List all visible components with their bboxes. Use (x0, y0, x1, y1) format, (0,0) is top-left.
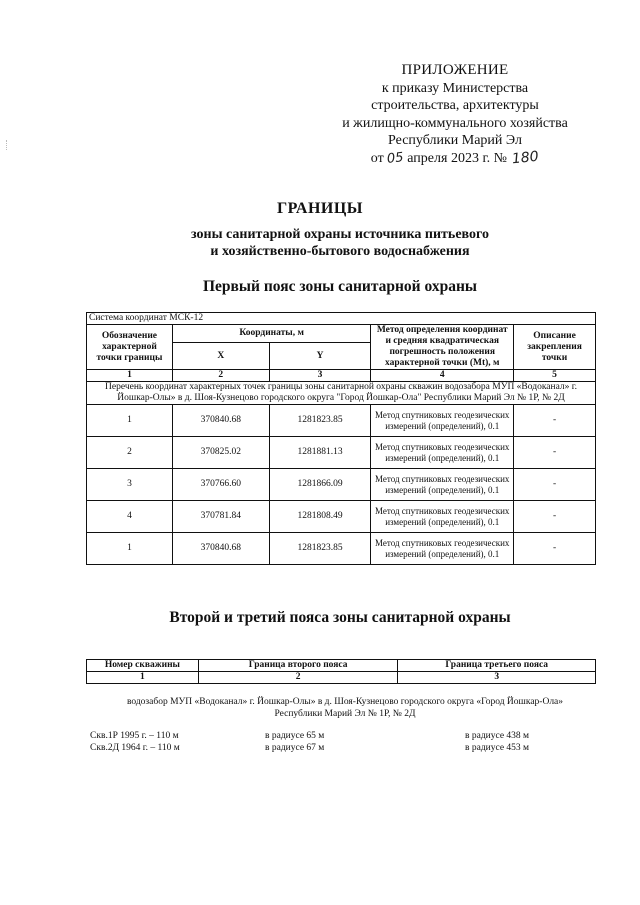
cell-y: 1281808.49 (269, 501, 371, 533)
appendix-title: ПРИЛОЖЕНИЕ (401, 62, 509, 78)
header-third-belt: Граница третьего пояса (398, 660, 596, 672)
table-row (87, 405, 596, 437)
cell-x: 370766.60 (172, 469, 269, 501)
belt2-heading: Второй и третий пояса зоны санитарной охраны (169, 609, 511, 626)
header-point: Обозначение характерной точки границы (87, 325, 173, 370)
cell-x: 370825.02 (172, 437, 269, 469)
table-row (87, 501, 596, 533)
cell-x: 370781.84 (172, 501, 269, 533)
col-number: 1 (87, 672, 199, 684)
table-row (87, 437, 596, 469)
cell-desc: - (514, 533, 596, 565)
cell-desc: - (514, 501, 596, 533)
list-caption: Перечень координат характерных точек границы зоны санитарной охраны скважин водозабора МУП «Водоканал» г. Йошкар-Олы» в д. Шоя-Кузнецово городского округа "Город Йошкар-Ола" Республики Марий Эл № 1Р, № 2Д (87, 382, 596, 405)
cell-point: 1 (87, 405, 173, 437)
cell-y: 1281881.13 (269, 437, 371, 469)
document-subtitle (0, 226, 640, 260)
cell-y: 1281866.09 (269, 469, 371, 501)
cell-desc: - (514, 405, 596, 437)
zones-table (86, 659, 596, 684)
cell-point: 4 (87, 501, 173, 533)
cell-y: 1281823.85 (269, 533, 371, 565)
cell-method: Метод спутниковых геодезических измерений (определений), 0.1 (371, 437, 514, 469)
third-belt-radius: в радиусе 453 м (465, 743, 530, 753)
list-item (90, 730, 610, 742)
appendix-line: строительства, архитектуры (371, 98, 539, 113)
header-desc: Описание закрепления точки (514, 325, 596, 370)
cell-method: Метод спутниковых геодезических измерений (определений), 0.1 (371, 405, 514, 437)
header-coords: Координаты, м (172, 325, 371, 343)
cell-method: Метод спутниковых геодезических измерений (определений), 0.1 (371, 533, 514, 565)
table-row (87, 469, 596, 501)
coord-system-cell: Система координат МСК-12 (87, 313, 596, 325)
col-number: 5 (514, 370, 596, 382)
cell-y: 1281823.85 (269, 405, 371, 437)
header-well-number: Номер скважины (87, 660, 199, 672)
margin-mark (6, 140, 8, 150)
cell-desc: - (514, 437, 596, 469)
list-item (90, 742, 610, 754)
header-y: Y (269, 343, 371, 370)
col-number: 2 (198, 672, 398, 684)
date-prefix: от (370, 150, 384, 166)
col-number: 2 (172, 370, 269, 382)
document-title: ГРАНИЦЫ (276, 200, 363, 217)
cell-point: 1 (87, 533, 173, 565)
col-number: 1 (87, 370, 173, 382)
cell-method: Метод спутниковых геодезических измерений (определений), 0.1 (371, 469, 514, 501)
appendix-line: Республики Марий Эл (388, 133, 522, 148)
appendix-line: и жилищно-коммунального хозяйства (342, 115, 568, 131)
cell-point: 2 (87, 437, 173, 469)
cell-x: 370840.68 (172, 533, 269, 565)
cell-method: Метод спутниковых геодезических измерений (определений), 0.1 (371, 501, 514, 533)
subtitle-line: и хозяйственно-бытового водоснабжения (210, 244, 470, 259)
col-number: 3 (269, 370, 371, 382)
wells-list (90, 730, 610, 754)
second-belt-radius: в радиусе 67 м (265, 743, 325, 753)
handwritten-day: 05 (386, 149, 405, 167)
col-number: 3 (398, 672, 596, 684)
well-name: Скв.1Р 1995 г. – 110 м (90, 731, 179, 741)
cell-point: 3 (87, 469, 173, 501)
belt1-heading: Первый пояс зоны санитарной охраны (202, 278, 477, 295)
third-belt-radius: в радиусе 438 м (465, 731, 530, 741)
appendix-block (330, 62, 580, 167)
intake-description (100, 696, 590, 720)
date-rest: апреля 2023 г. № (407, 150, 507, 166)
cell-x: 370840.68 (172, 405, 269, 437)
header-method: Метод определения координат и средняя квадратическая погрешность положения характерной точки (Mt), м (371, 325, 514, 370)
second-belt-radius: в радиусе 65 м (265, 731, 325, 741)
appendix-line: к приказу Министерства (381, 80, 529, 96)
appendix-date (330, 150, 580, 168)
intake-line: Республики Марий Эл № 1Р, № 2Д (274, 709, 416, 719)
header-x: X (172, 343, 269, 370)
well-name: Скв.2Д 1964 г. – 110 м (90, 743, 180, 753)
col-number: 4 (371, 370, 514, 382)
handwritten-order-number: 180 (511, 148, 540, 167)
table-row (87, 533, 596, 565)
header-second-belt: Граница второго пояса (198, 660, 398, 672)
cell-desc: - (514, 469, 596, 501)
coordinates-table (86, 312, 596, 565)
intake-line: водозабор МУП «Водоканал» г. Йошкар-Олы» в д. Шоя-Кузнецово городского округа «Город Йошкар-Ола» (126, 697, 564, 707)
subtitle-line: зоны санитарной охраны источника питьевого (190, 227, 490, 242)
